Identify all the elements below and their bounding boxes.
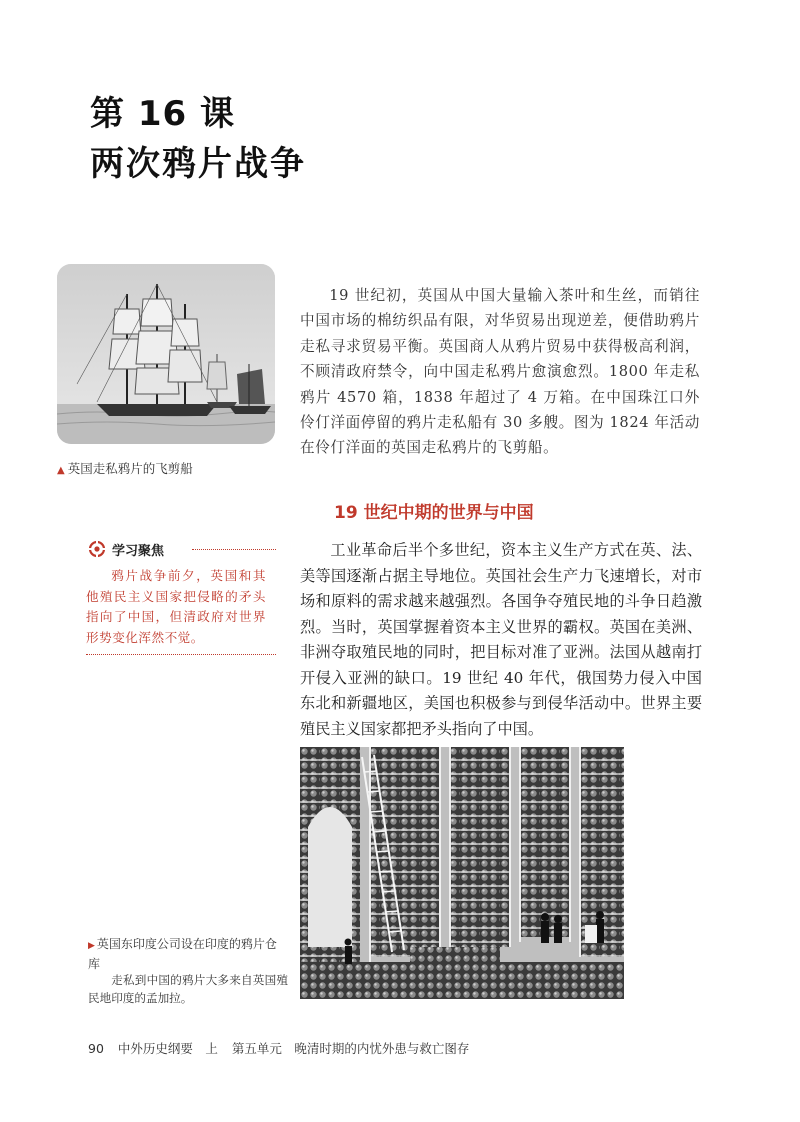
lesson-title: 两次鸦片战争 [90,144,306,184]
warehouse-note-text: 走私到中国的鸦片大多来自英国殖民地印度的孟加拉。 [88,973,288,1005]
focus-target-icon [88,540,106,562]
warehouse-caption [88,935,288,973]
warehouse-caption-text: 英国东印度公司设在印度的鸦片仓库 [88,937,277,971]
clipper-ship-caption [57,459,193,477]
clipper-ship-caption-text: 英国走私鸦片的飞剪船 [67,461,193,476]
caption-triangle-icon: ▲ [57,465,65,476]
unit-title: 第五单元 晚清时期的内忧外患与救亡图存 [231,1041,470,1056]
page-footer [88,1039,469,1057]
intro-paragraph [300,283,700,461]
page-number: 90 [88,1041,104,1056]
intro-text: 19 世纪初，英国从中国大量输入茶叶和生丝，而销往中国市场的棉纺织品有限，对华贸易出现逆差，便借助鸦片走私寻求贸易平衡。英国商人从鸦片贸易中获得极高利润，不顾清政府禁令，向中国走私鸦片愈演愈烈。1800 年走私鸦片 4570 箱，1838 年超过了 4 万箱。在中国珠江口外伶仃洋面停留的鸦片走私船有 30 多艘。图为 1824 年活动在伶仃洋面的英国走私鸦片的飞剪船。 [300,287,700,457]
book-title: 中外历史纲要 上 [117,1041,218,1056]
learning-focus-header [88,540,276,560]
clipper-ship-image [57,264,275,444]
learning-focus-body [86,566,266,648]
section-body [300,538,702,742]
opium-warehouse-illustration [300,747,624,999]
warehouse-note [88,971,288,1007]
learning-focus-text: 鸦片战争前夕，英国和其他殖民主义国家把侵略的矛头指向了中国，但清政府对世界形势变化浑然不觉。 [86,568,266,645]
learning-focus-divider [192,549,276,550]
section-title: 19 世纪中期的世界与中国 [334,503,534,523]
learning-focus-label: 学习聚焦 [112,544,165,559]
opium-warehouse-image [300,747,624,999]
learning-focus-bottom-rule [86,654,276,655]
lesson-number: 第 16 课 [90,94,235,134]
clipper-ship-illustration [57,264,275,444]
section-body-text: 工业革命后半个多世纪，资本主义生产方式在英、法、美等国逐渐占据主导地位。英国社会生产力飞速增长，对市场和原料的需求越来越强烈。各国争夺殖民地的斗争日趋激烈。当时，英国掌握着资本主义世界的霸权。英国在美洲、非洲夺取殖民地的同时，把目标对准了亚洲。法国从越南打开侵入亚洲的缺口。19 世纪 40 年代，俄国势力侵入中国东北和新疆地区，美国也积极参与到侵华活动中。世界主要殖民主义国家都把矛头指向了中国。 [300,541,702,738]
caption-arrow-icon: ▶ [88,941,95,951]
